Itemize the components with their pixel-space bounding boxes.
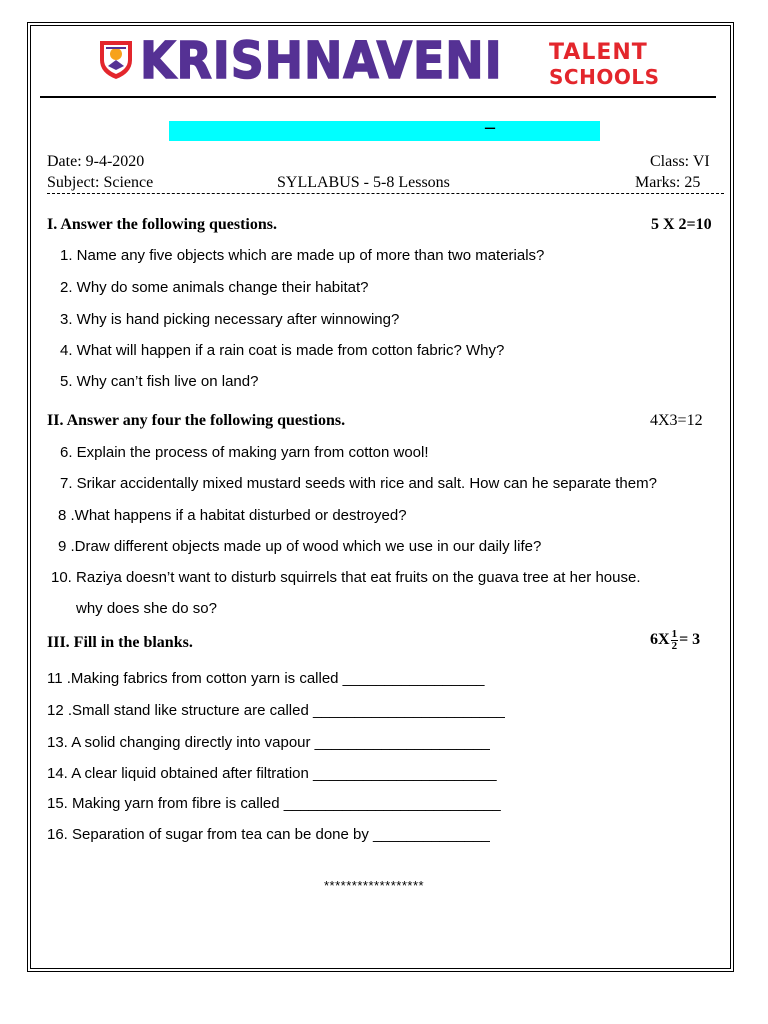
- question-14: 14. A clear liquid obtained after filtration ______________________: [47, 765, 497, 782]
- question-10: 10. Raziya doesn’t want to disturb squirrels that eat fruits on the guava tree at her house.: [51, 569, 641, 586]
- fraction-denominator: 2: [671, 640, 678, 652]
- question-7: 7. Srikar accidentally mixed mustard seeds with rice and salt. How can he separate them?: [60, 475, 657, 492]
- question-8: 8 .What happens if a habitat disturbed or destroyed?: [58, 507, 407, 524]
- question-1: 1. Name any five objects which are made up of more than two materials?: [60, 247, 545, 264]
- section-2-marks: 4X3=12: [650, 412, 703, 429]
- question-2: 2. Why do some animals change their habitat?: [60, 279, 369, 296]
- section-3-marks-suffix: = 3: [679, 631, 701, 649]
- question-4: 4. What will happen if a rain coat is made from cotton fabric? Why?: [60, 342, 505, 359]
- header-rule: [40, 96, 716, 98]
- section-1-marks: 5 X 2=10: [651, 216, 712, 233]
- marks-label: Marks: 25: [635, 174, 701, 191]
- title-text: –: [485, 116, 495, 138]
- brand-talent: TALENT: [549, 40, 648, 65]
- syllabus-label: SYLLABUS - 5-8 Lessons: [277, 174, 450, 191]
- school-name: KRISHNAVENI: [140, 32, 503, 91]
- class-label: Class: VI: [650, 153, 710, 170]
- section-1-title: I. Answer the following questions.: [47, 216, 277, 233]
- section-3-marks-prefix: 6X: [650, 631, 670, 649]
- title-highlight-bar: [169, 121, 600, 141]
- section-3-marks: [650, 629, 700, 652]
- half-fraction: [671, 629, 679, 652]
- subject-label: Subject: Science: [47, 174, 154, 191]
- question-5: 5. Why can’t fish live on land?: [60, 373, 259, 390]
- question-12: 12 .Small stand like structure are called _______________________: [47, 702, 505, 719]
- question-9: 9 .Draw different objects made up of wood which we use in our daily life?: [58, 538, 542, 555]
- question-3: 3. Why is hand picking necessary after winnowing?: [60, 311, 400, 328]
- end-stars: ******************: [324, 878, 425, 893]
- question-6: 6. Explain the process of making yarn from cotton wool!: [60, 444, 429, 461]
- question-15: 15. Making yarn from fibre is called __________________________: [47, 795, 501, 812]
- school-crest-icon: [96, 38, 136, 80]
- question-13: 13. A solid changing directly into vapour _____________________: [47, 734, 490, 751]
- date-label: Date: 9-4-2020: [47, 153, 145, 170]
- brand-schools: SCHOOLS: [549, 65, 660, 89]
- school-header: [96, 34, 666, 90]
- question-16: 16. Separation of sugar from tea can be done by ______________: [47, 826, 490, 843]
- question-11: 11 .Making fabrics from cotton yarn is called _________________: [47, 670, 485, 687]
- question-10-continued: why does she do so?: [76, 600, 217, 617]
- section-2-title: II. Answer any four the following questions.: [47, 412, 346, 429]
- fraction-numerator: 1: [671, 628, 678, 640]
- dashed-divider: [47, 193, 724, 194]
- section-3-title: III. Fill in the blanks.: [47, 634, 193, 651]
